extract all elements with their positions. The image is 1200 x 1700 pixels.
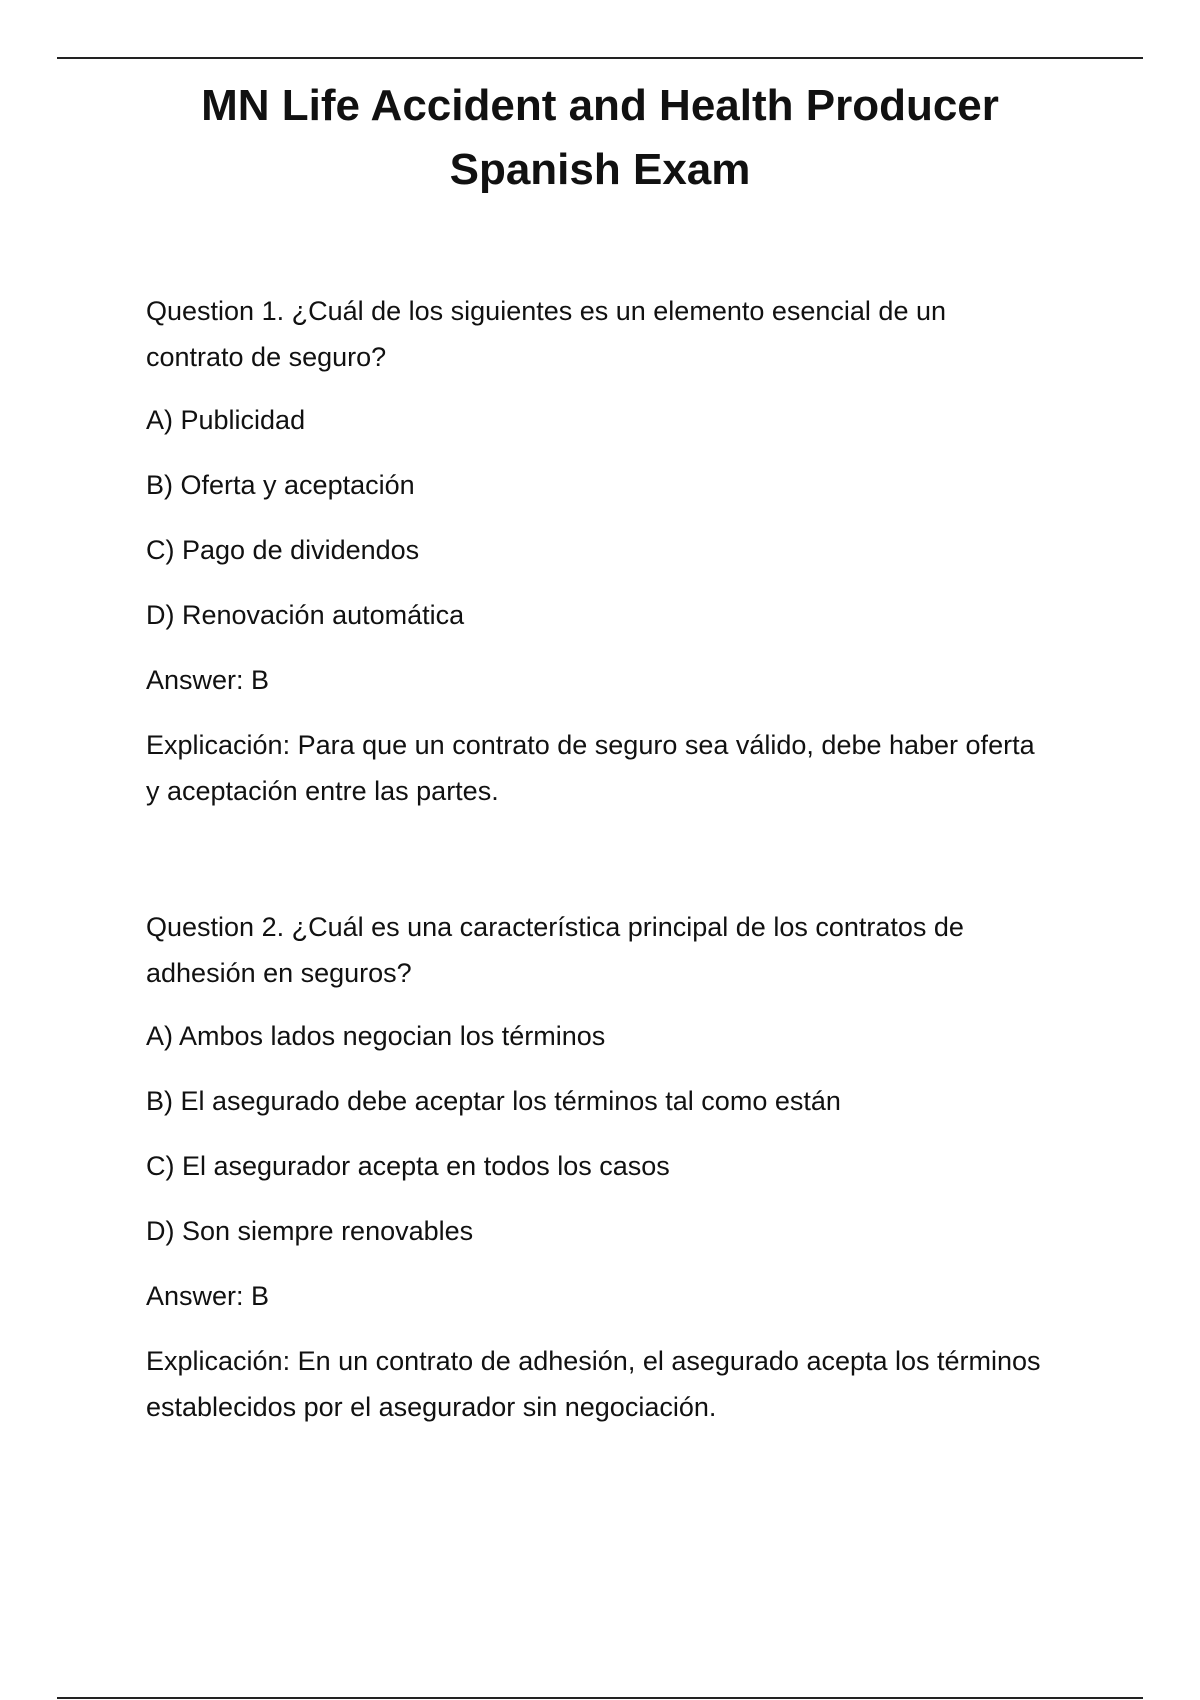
question-block-1 (146, 288, 1046, 814)
option-d: D) Renovación automática (146, 600, 465, 630)
page-title (120, 74, 1080, 202)
explanation-text: Explicación: En un contrato de adhesión, el asegurado acepta los términos establecidos por el asegurador sin negociación. (146, 1346, 1041, 1422)
page-title-line-2: Spanish Exam (449, 145, 751, 194)
question-text: Question 1. ¿Cuál de los siguientes es un elemento esencial de un contrato de seguro? (146, 296, 946, 372)
explanation-text: Explicación: Para que un contrato de seguro sea válido, debe haber oferta y aceptación entre las partes. (146, 730, 1035, 806)
option-b: B) El asegurado debe aceptar los términos tal como están (146, 1086, 841, 1116)
option-c: C) Pago de dividendos (146, 535, 420, 565)
answer-text: Answer: B (146, 1281, 270, 1311)
question-text: Question 2. ¿Cuál es una característica principal de los contratos de adhesión en seguros? (146, 912, 964, 988)
option-a: A) Ambos lados negocian los términos (146, 1021, 606, 1051)
answer-text: Answer: B (146, 665, 270, 695)
question-block-2 (146, 904, 1046, 1430)
top-divider (57, 57, 1143, 59)
option-a: A) Publicidad (146, 405, 306, 435)
bottom-divider (57, 1697, 1143, 1699)
option-c: C) El asegurador acepta en todos los casos (146, 1151, 670, 1181)
page-title-line-1: MN Life Accident and Health Producer (201, 81, 999, 130)
option-d: D) Son siempre renovables (146, 1216, 474, 1246)
option-b: B) Oferta y aceptación (146, 470, 415, 500)
